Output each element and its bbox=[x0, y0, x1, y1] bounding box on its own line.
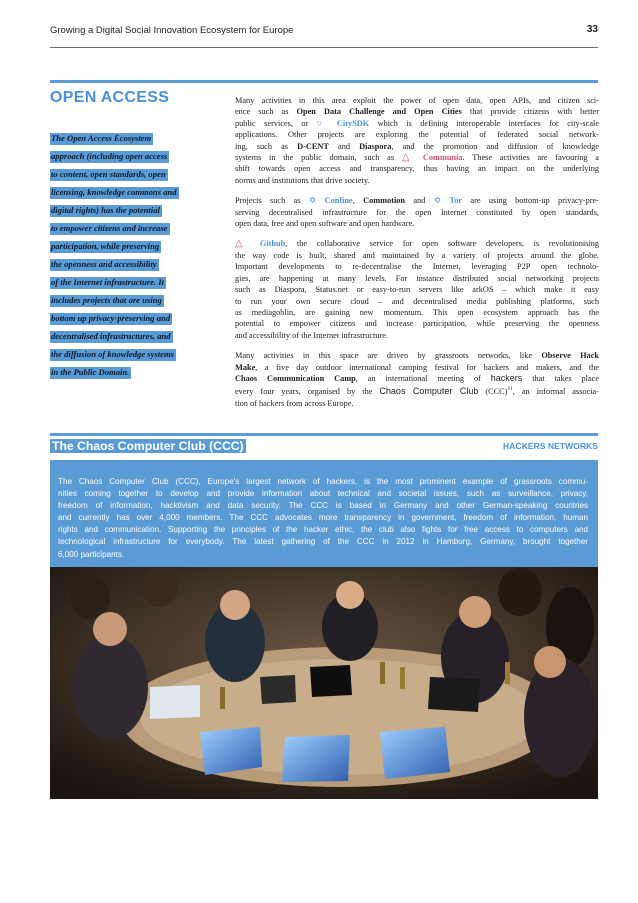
link-d-cent[interactable]: D-CENT bbox=[297, 141, 329, 151]
text: Projects such as bbox=[235, 196, 309, 206]
text: Many activities in this space are driven by grassroots networks, like bbox=[235, 351, 542, 361]
link-observe-hack-make[interactable]: Observe Hack bbox=[541, 351, 599, 361]
star-icon: ✡ bbox=[433, 195, 442, 206]
link-communia[interactable]: Communia bbox=[422, 153, 463, 163]
text: every four years, organised by the bbox=[235, 387, 380, 397]
text: systems in the public domain, such as bbox=[235, 153, 402, 163]
link-diaspora[interactable]: Diaspora bbox=[359, 141, 392, 151]
text: , bbox=[352, 196, 364, 206]
text-line: The Chaos Computer Club (CCC), Europe's largest network of hackers, is the most prominent example of grassroots commu- bbox=[58, 477, 588, 486]
section-divider bbox=[50, 80, 598, 83]
text: ence such as bbox=[235, 107, 297, 117]
text-line: applications. Other projects are exploring the potential of federated social network- bbox=[235, 130, 599, 140]
text-line: technological infrastructure for everybody. The latest gathering of the CCC in 2012 in Hamburg, Germany, brought together bbox=[58, 537, 588, 547]
text-line: rights and communication. Supporting the principles of the hacker ethic, the club also fights for free access to computers and bbox=[58, 525, 588, 535]
text-line: as mediagoblin, are gaining new momentum. This open ecosystem approach has the bbox=[235, 307, 599, 317]
star-icon: ✡ bbox=[308, 195, 317, 206]
text: are using bottom-up privacy-pre- bbox=[462, 196, 599, 206]
link-github[interactable]: Github bbox=[259, 239, 286, 249]
box-divider bbox=[50, 433, 598, 436]
intro-line: the openness and accessibility bbox=[51, 259, 157, 269]
text: that provide citizens with better bbox=[461, 107, 599, 117]
hackers-photo bbox=[50, 567, 598, 799]
text-line: tion of hackers from across Europe. bbox=[235, 398, 354, 408]
text: , the collaborative service for open software developers, is revolutionising bbox=[285, 239, 599, 249]
text: public services, or bbox=[235, 118, 317, 128]
paragraph-grassroots bbox=[235, 350, 599, 409]
intro-line: includes projects that are using bbox=[51, 295, 162, 305]
text: ing, such as bbox=[235, 141, 298, 151]
text-line bbox=[235, 141, 599, 152]
link-observe-hack-make[interactable]: Make bbox=[235, 362, 256, 372]
triangle-icon: △ bbox=[235, 238, 251, 250]
paragraph-open-data bbox=[235, 95, 599, 186]
text-line: to run your own secure cloud – and decentralised media publishing platforms, such bbox=[235, 296, 599, 306]
link-confine[interactable]: Confine bbox=[324, 196, 353, 206]
circle-icon: ○ bbox=[316, 117, 329, 128]
text: that takes place bbox=[522, 373, 600, 383]
box-title: The Chaos Computer Club (CCC) bbox=[52, 439, 244, 453]
footnote-marker[interactable]: 11 bbox=[507, 386, 513, 393]
text: and bbox=[405, 196, 434, 206]
link-chaos-communication-camp[interactable]: Chaos Communication Camp bbox=[235, 373, 356, 383]
section-title: OPEN ACCESS bbox=[50, 89, 170, 106]
text-line: Important developments to re-decentralise the Internet, leveraging P2P open technolo- bbox=[235, 262, 599, 272]
text-line bbox=[235, 106, 599, 117]
hackers-photo-illustration bbox=[50, 567, 598, 799]
page-number: 33 bbox=[586, 24, 598, 35]
text-line: such as Diaspora, Status.net or easy-to-run servers like arkOS – which make it easy bbox=[235, 285, 599, 295]
link-tor[interactable]: Tor bbox=[449, 196, 463, 206]
link-chaos-computer-club[interactable]: Chaos Computer Club bbox=[379, 386, 479, 397]
text-line: and currently has over 4,000 members. The CCC advocates more transparency in government, freedom of information, human bbox=[58, 513, 588, 523]
intro-line: The Open Access Ecosystem bbox=[51, 133, 152, 143]
text-line: Many activities in this area exploit the power of open data, open APIs, and citizen sci- bbox=[235, 96, 599, 105]
paragraph-github bbox=[235, 238, 599, 341]
text: , a five day outdoor international camping festival for hackers and makers, and the bbox=[255, 362, 599, 372]
paragraph-infrastructure bbox=[235, 195, 599, 229]
text: and bbox=[328, 141, 360, 151]
text-line bbox=[235, 373, 599, 384]
text: , an informal associa- bbox=[512, 387, 600, 397]
link-citysdk[interactable]: CitySDK bbox=[336, 118, 370, 128]
text-line: open data, free and open software and open hardware. bbox=[235, 219, 415, 229]
link-open-data-challenge[interactable]: Open Data Challenge and Open Cities bbox=[296, 107, 462, 117]
intro-line: digital rights) has the potential bbox=[51, 205, 160, 215]
text-line bbox=[235, 350, 599, 361]
intro-line: to empower citizens and increase bbox=[51, 223, 168, 233]
intro-line: bottom up privacy-preserving and bbox=[51, 313, 171, 323]
text-line: the way code is built, shared and maintained by a variety of projects around the globe. bbox=[235, 250, 599, 260]
running-title: Growing a Digital Social Innovation Ecosystem for Europe bbox=[50, 25, 294, 36]
text-line: 6,000 participants. bbox=[58, 549, 125, 559]
text-line bbox=[235, 118, 599, 129]
ccc-info-box bbox=[50, 460, 598, 567]
body-text bbox=[235, 95, 599, 418]
text-line: norms and institutions that drive society. bbox=[235, 175, 370, 185]
intro-summary bbox=[50, 128, 220, 380]
text-line: serving decentralised infrastructure for the open Internet constituted by open standards, bbox=[235, 207, 599, 217]
text-line: freedom of information, hacktivism and data security. The CCC is based in Germany and other German-speaking countries bbox=[58, 501, 588, 511]
text: , an international meeting of bbox=[355, 373, 491, 383]
intro-line: decentralised infrastructures, and bbox=[51, 331, 171, 341]
link-commotion[interactable]: Commotion bbox=[363, 196, 406, 206]
intro-line: participation, while preserving bbox=[51, 241, 160, 251]
intro-line: the diffusion of knowledge systems bbox=[51, 349, 175, 359]
intro-line: licensing, knowledge commons and bbox=[51, 187, 177, 197]
text: . These activities are favouring a bbox=[462, 153, 599, 163]
page-header bbox=[50, 25, 598, 41]
box-category-tag: HACKERS NETWORKS bbox=[502, 441, 598, 451]
text-line: potential to empower citizens and increase participation, while preserving the openness bbox=[235, 319, 599, 329]
text-line: nities coming together to develop and provide information about technical and societal issues, such as surveillance, privacy, bbox=[58, 489, 588, 499]
text: , and the promotion and diffusion of knowledge bbox=[391, 141, 599, 151]
ccc-description bbox=[58, 476, 588, 561]
text-line: and accessibility of the Internet infrastructure. bbox=[235, 330, 388, 340]
text-line bbox=[235, 384, 599, 397]
text: which is defining interoperable interfaces for city-scale bbox=[369, 118, 600, 128]
text-line: gies, are happening at many levels. For instance distributed social networking projects bbox=[235, 273, 599, 283]
text-line: shift towards open access and transparency, thus having an impact on the underlying bbox=[235, 164, 599, 174]
triangle-icon: △ bbox=[401, 152, 416, 164]
header-rule bbox=[50, 47, 598, 48]
text-line bbox=[235, 195, 599, 206]
text: hackers bbox=[490, 372, 523, 383]
intro-line: in the Public Domain. bbox=[51, 367, 130, 377]
intro-line: approach (including open access bbox=[51, 151, 168, 161]
text-line bbox=[235, 238, 599, 249]
intro-line: to content, open standards, open bbox=[51, 169, 166, 179]
text-line bbox=[235, 362, 599, 373]
text: (CCC) bbox=[478, 387, 508, 397]
text-line bbox=[235, 152, 599, 163]
intro-line: of the Internet infrastructure. It bbox=[51, 277, 164, 287]
